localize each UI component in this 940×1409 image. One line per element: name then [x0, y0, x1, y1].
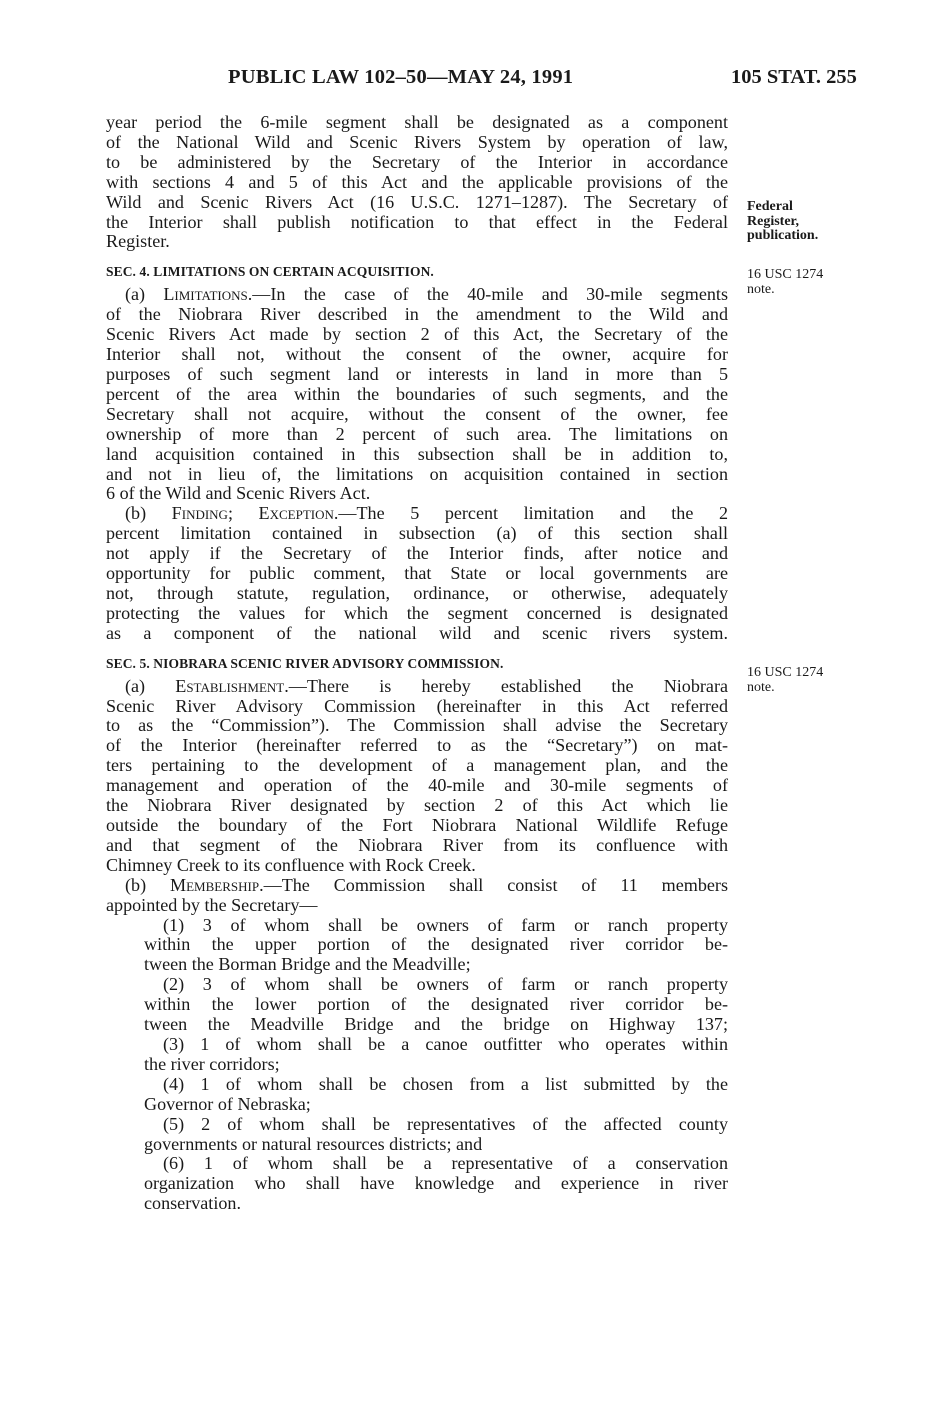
membership-item: (4) 1 of whom shall be chosen from a list submitted by the Governor of Nebraska; [144, 1073, 728, 1114]
intro-paragraph: year period the 6-mile segment shall be designated as a component of the National Wild and Scenic Rivers System by operation of law, to be administered by the Secretary of the Interior in accordance with sections 4 and 5 of this Act and the applicable provisions of the Wild and Scenic Rivers Act (16 U.S.C. 1271–1287). The Secretary of the Interior shall publish notification to that effect in the Federal Register. [106, 112, 728, 252]
membership-item: (3) 1 of whom shall be a canoe outfitter who operates within the river corridors; [144, 1033, 728, 1074]
margin-note-federal-register: Federal Register, publication. [747, 199, 819, 243]
body-text [106, 113, 728, 1214]
subsection-caption: Finding; Exception [171, 503, 334, 524]
membership-item: (6) 1 of whom shall be a representative of a conservation organization who shall have knowledge and experience in river conservation. [144, 1153, 728, 1214]
section-5a-paragraph: (a) Establishment.—There is hereby established the Niobrara Scenic River Advisory Commission (hereinafter in this Act referred to as the “Commission”). The Commission shall advise the Secretary of the Interior (hereinafter referred to as the “Secretary”) on mat- ters pertaining to the development of a management plan, and the management and operation of the 40-mile and 30-mile segments of the Niobrara River designated by section 2 of this Act which lie outside the boundary of the Fort Niobrara National Wildlife Refuge and that segment of the Niobrara River from its confluence with Chimney Creek to its confluence with Rock Creek. [106, 675, 729, 875]
membership-item: (5) 2 of whom shall be representatives of the affected county governments or natural resources districts; and [144, 1113, 728, 1154]
section-4b-paragraph: (b) Finding; Exception.—The 5 percent limitation and the 2 percent limitation contained in subsection (a) of this section shall not apply if the Secretary of the Interior finds, after notice and opportunity for public comment, that State or local governments are not, through statute, regulation, ordinance, or otherwise, adequately protecting the values for which the segment concerned is designated as a component of the national wild and scenic rivers system. [106, 503, 728, 643]
page-header-title: PUBLIC LAW 102–50—MAY 24, 1991 [228, 66, 574, 88]
section-4-heading: SEC. 4. LIMITATIONS ON CERTAIN ACQUISITION. [106, 264, 434, 280]
subsection-caption: Membership [170, 874, 260, 895]
subsection-caption: Limitations [163, 284, 248, 305]
margin-note-sec4-usc: 16 USC 1274 note. [747, 267, 824, 297]
section-5-heading: SEC. 5. NIOBRARA SCENIC RIVER ADVISORY COMMISSION. [106, 655, 504, 671]
membership-item: (1) 3 of whom shall be owners of farm or ranch property within the upper portion of the designated river corridor be- tween the Borman Bridge and the Meadville; [144, 914, 728, 975]
section-5b-paragraph: (b) Membership.—The Commission shall consist of 11 members appointed by the Secretary— [106, 874, 728, 915]
margin-note-sec5-usc: 16 USC 1274 note. [747, 665, 824, 695]
page-header-stat: 105 STAT. 255 [731, 66, 857, 88]
subsection-caption: Establishment [175, 675, 285, 696]
membership-item: (2) 3 of whom shall be owners of farm or ranch property within the lower portion of the designated river corridor be- tween the Meadville Bridge and the bridge on Highway 137; [144, 974, 728, 1035]
section-4a-paragraph: (a) Limitations.—In the case of the 40-mile and 30-mile segments of the Niobrara River described in the amendment to the Wild and Scenic Rivers Act made by section 2 of this Act, the Secretary of the Interior shall not, without the consent of the owner, acquire for purposes of such segment land or interests in land in more than 5 percent of the area within the boundaries of such segments, and the Secretary shall not acquire, without the consent of the owner, fee ownership of more than 2 percent of such area. The limitations on land acquisition contained in this subsection shall be in addition to, and not in lieu of, the limitations on acquisition contained in section 6 of the Wild and Scenic Rivers Act. [106, 284, 729, 504]
